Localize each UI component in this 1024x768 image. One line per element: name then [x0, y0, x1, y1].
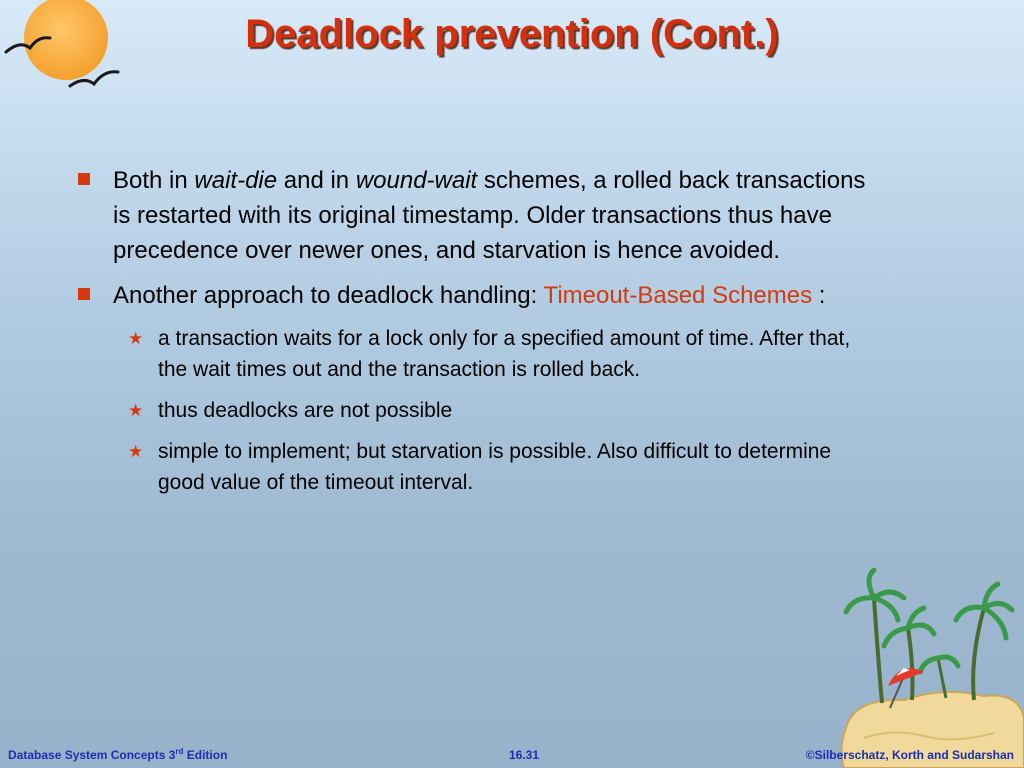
sub-bullet-text: a transaction waits for a lock only for a specified amount of time. After that, the wait times out and the transaction is rolled back.: [158, 327, 851, 381]
star-bullet-icon: ★: [128, 401, 144, 420]
slide-title: Deadlock prevention (Cont.): [245, 12, 779, 56]
sub-bullet-item: [115, 323, 876, 385]
square-bullet-icon: [78, 288, 90, 300]
footer-page-number: 16.31: [509, 748, 540, 762]
sub-bullet-list: [115, 323, 876, 498]
bullet-text: Another approach to deadlock handling: Timeout-Based Schemes :: [113, 282, 826, 309]
star-bullet-icon: ★: [128, 329, 144, 348]
sub-bullet-item: [115, 395, 876, 426]
bullet-item: [76, 163, 876, 268]
sub-bullet-text: simple to implement; but starvation is possible. Also difficult to determine good value of the timeout interval.: [158, 440, 832, 494]
bullet-text: Both in wait-die and in wound-wait schemes, a rolled back transactions is restarted with its original timestamp. Older transactions thus have precedence over newer ones, and starvation is hence avoided.: [113, 167, 866, 264]
bullet-item: [76, 278, 876, 313]
footer-book-title: Database System Concepts 3rd Edition: [8, 747, 228, 762]
footer-copyright: ©Silberschatz, Korth and Sudarshan: [805, 748, 1014, 762]
star-bullet-icon: ★: [128, 442, 144, 461]
sub-bullet-text: thus deadlocks are not possible: [158, 399, 453, 422]
square-bullet-icon: [78, 173, 90, 185]
highlight-term: Timeout-Based Schemes: [543, 282, 813, 309]
palm-island-icon: [834, 568, 1024, 768]
slide-body: [76, 163, 876, 508]
sub-bullet-item: [115, 436, 876, 498]
